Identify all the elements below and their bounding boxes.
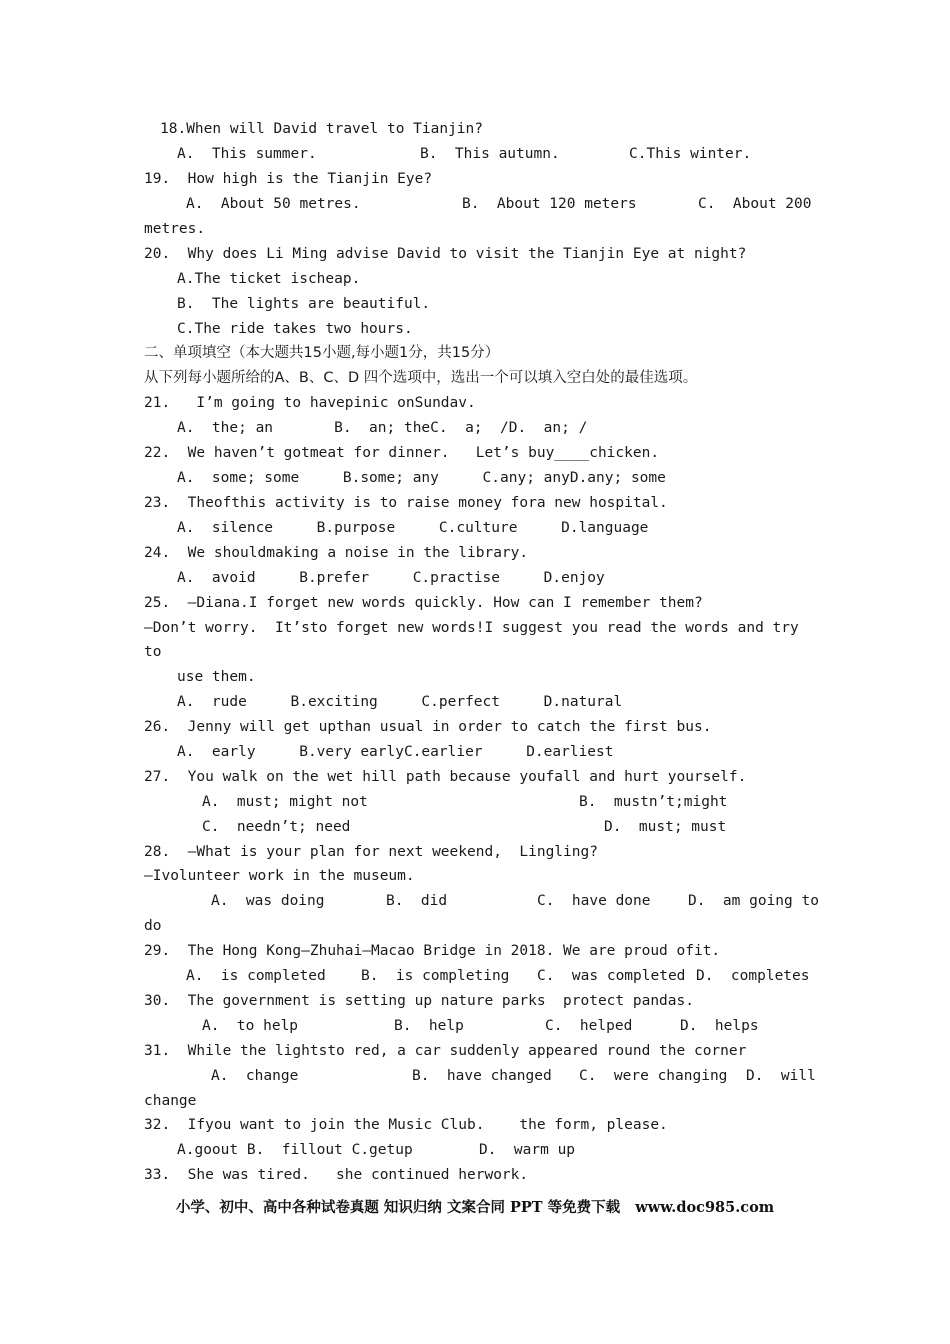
question-31: 31. While the lightsto red, a car suddenly appeared round the corner xyxy=(144,1043,747,1059)
question-25: 25. —Diana.I forget new words quickly. How can I remember them? xyxy=(144,595,703,611)
question-33: 33. She was tired. she continued herwork. xyxy=(144,1167,529,1183)
q29-option-d: D. completes xyxy=(696,968,810,984)
q19-option-c: C. About 200 xyxy=(698,196,812,212)
q19-option-c-wrap: metres. xyxy=(144,221,206,237)
q24-options: A. avoid B.prefer C.practise D.enjoy xyxy=(177,570,605,586)
q30-option-a: A. to help xyxy=(202,1018,299,1034)
q29-option-c: C. was completed xyxy=(537,968,686,984)
q29-option-a: A. is completed xyxy=(186,968,326,984)
q31-option-d: D. will xyxy=(746,1068,816,1084)
q20-option-a: A.The ticket ischeap. xyxy=(177,271,361,287)
q28-option-b: B. did xyxy=(386,893,448,909)
q25-dialogue-cont: use them. xyxy=(177,669,256,685)
question-29: 29. The Hong Kong—Zhuhai—Macao Bridge in 2018. We are proud ofit. xyxy=(144,943,721,959)
question-23: 23. Theofthis activity is to raise money fora new hospital. xyxy=(144,495,668,511)
q23-options: A. silence B.purpose C.culture D.language xyxy=(177,520,649,536)
question-21: 21. I’m going to havepinic onSundav. xyxy=(144,395,476,411)
q20-option-c: C.The ride takes two hours. xyxy=(177,321,413,337)
q27-option-b: B. mustn’t;might xyxy=(579,794,728,810)
question-32: 32. Ifyou want to join the Music Club. the form, please. xyxy=(144,1117,668,1133)
question-26: 26. Jenny will get upthan usual in order to catch the first bus. xyxy=(144,719,712,735)
section-heading: 二、单项填空（本大题共15小题,每小题1分，共15分） xyxy=(144,345,500,361)
q32-option-d: D. warm up xyxy=(479,1142,576,1158)
q31-option-a: A. change xyxy=(211,1068,299,1084)
q25-options: A. rude B.exciting C.perfect D.natural xyxy=(177,694,623,710)
q31-option-d-wrap: change xyxy=(144,1093,197,1109)
q21-options: A. the; an B. an; theC. a; /D. an; / xyxy=(177,420,588,436)
q27-option-a: A. must; might not xyxy=(202,794,368,810)
question-18: 18.When will David travel to Tianjin? xyxy=(160,121,484,137)
page-footer: 小学、初中、高中各种试卷真题 知识归纳 文案合同 PPT 等免费下载 www.doc985.com xyxy=(175,1199,775,1216)
q28-option-d: D. am going to xyxy=(688,893,819,909)
q18-option-b: B. This autumn. xyxy=(420,146,560,162)
q30-option-b: B. help xyxy=(394,1018,464,1034)
q18-option-a: A. This summer. xyxy=(177,146,317,162)
question-22: 22. We haven’t gotmeat for dinner. Let’s buy____chicken. xyxy=(144,445,660,461)
q28-option-c: C. have done xyxy=(537,893,651,909)
q18-option-c: C.This winter. xyxy=(629,146,752,162)
q31-option-b: B. have changed xyxy=(412,1068,552,1084)
question-30: 30. The government is setting up nature parks protect pandas. xyxy=(144,993,694,1009)
q25-dialogue-wrap: to xyxy=(144,644,162,660)
q32-options-abc: A.goout B. fillout C.getup xyxy=(177,1142,413,1158)
q28-option-d-wrap: do xyxy=(144,918,162,934)
question-27: 27. You walk on the wet hill path because youfall and hurt yourself. xyxy=(144,769,747,785)
q30-option-d: D. helps xyxy=(680,1018,759,1034)
q27-option-c: C. needn’t; need xyxy=(202,819,351,835)
question-24: 24. We shouldmaking a noise in the library. xyxy=(144,545,529,561)
q25-dialogue: —Don’t worry. It’sto forget new words!I suggest you read the words and try xyxy=(144,620,799,636)
q28-dialogue: —Ivolunteer work in the museum. xyxy=(144,868,415,884)
q19-option-a: A. About 50 metres. xyxy=(186,196,361,212)
q29-option-b: B. is completing xyxy=(361,968,510,984)
q19-option-b: B. About 120 meters xyxy=(462,196,637,212)
q22-options: A. some; some B.some; any C.any; anyD.any; some xyxy=(177,470,666,486)
question-20: 20. Why does Li Ming advise David to visit the Tianjin Eye at night? xyxy=(144,246,747,262)
q31-option-c: C. were changing xyxy=(579,1068,728,1084)
question-28: 28. —What is your plan for next weekend, Lingling? xyxy=(144,844,598,860)
section-instructions: 从下列每小题所给的A、B、C、D 四个选项中，选出一个可以填入空白处的最佳选项。 xyxy=(144,370,698,386)
q26-options: A. early B.very earlyC.earlier D.earliest xyxy=(177,744,614,760)
q28-option-a: A. was doing xyxy=(211,893,325,909)
q27-option-d: D. must; must xyxy=(604,819,727,835)
q20-option-b: B. The lights are beautiful. xyxy=(177,296,431,312)
question-19: 19. How high is the Tianjin Eye? xyxy=(144,171,433,187)
q30-option-c: C. helped xyxy=(545,1018,633,1034)
